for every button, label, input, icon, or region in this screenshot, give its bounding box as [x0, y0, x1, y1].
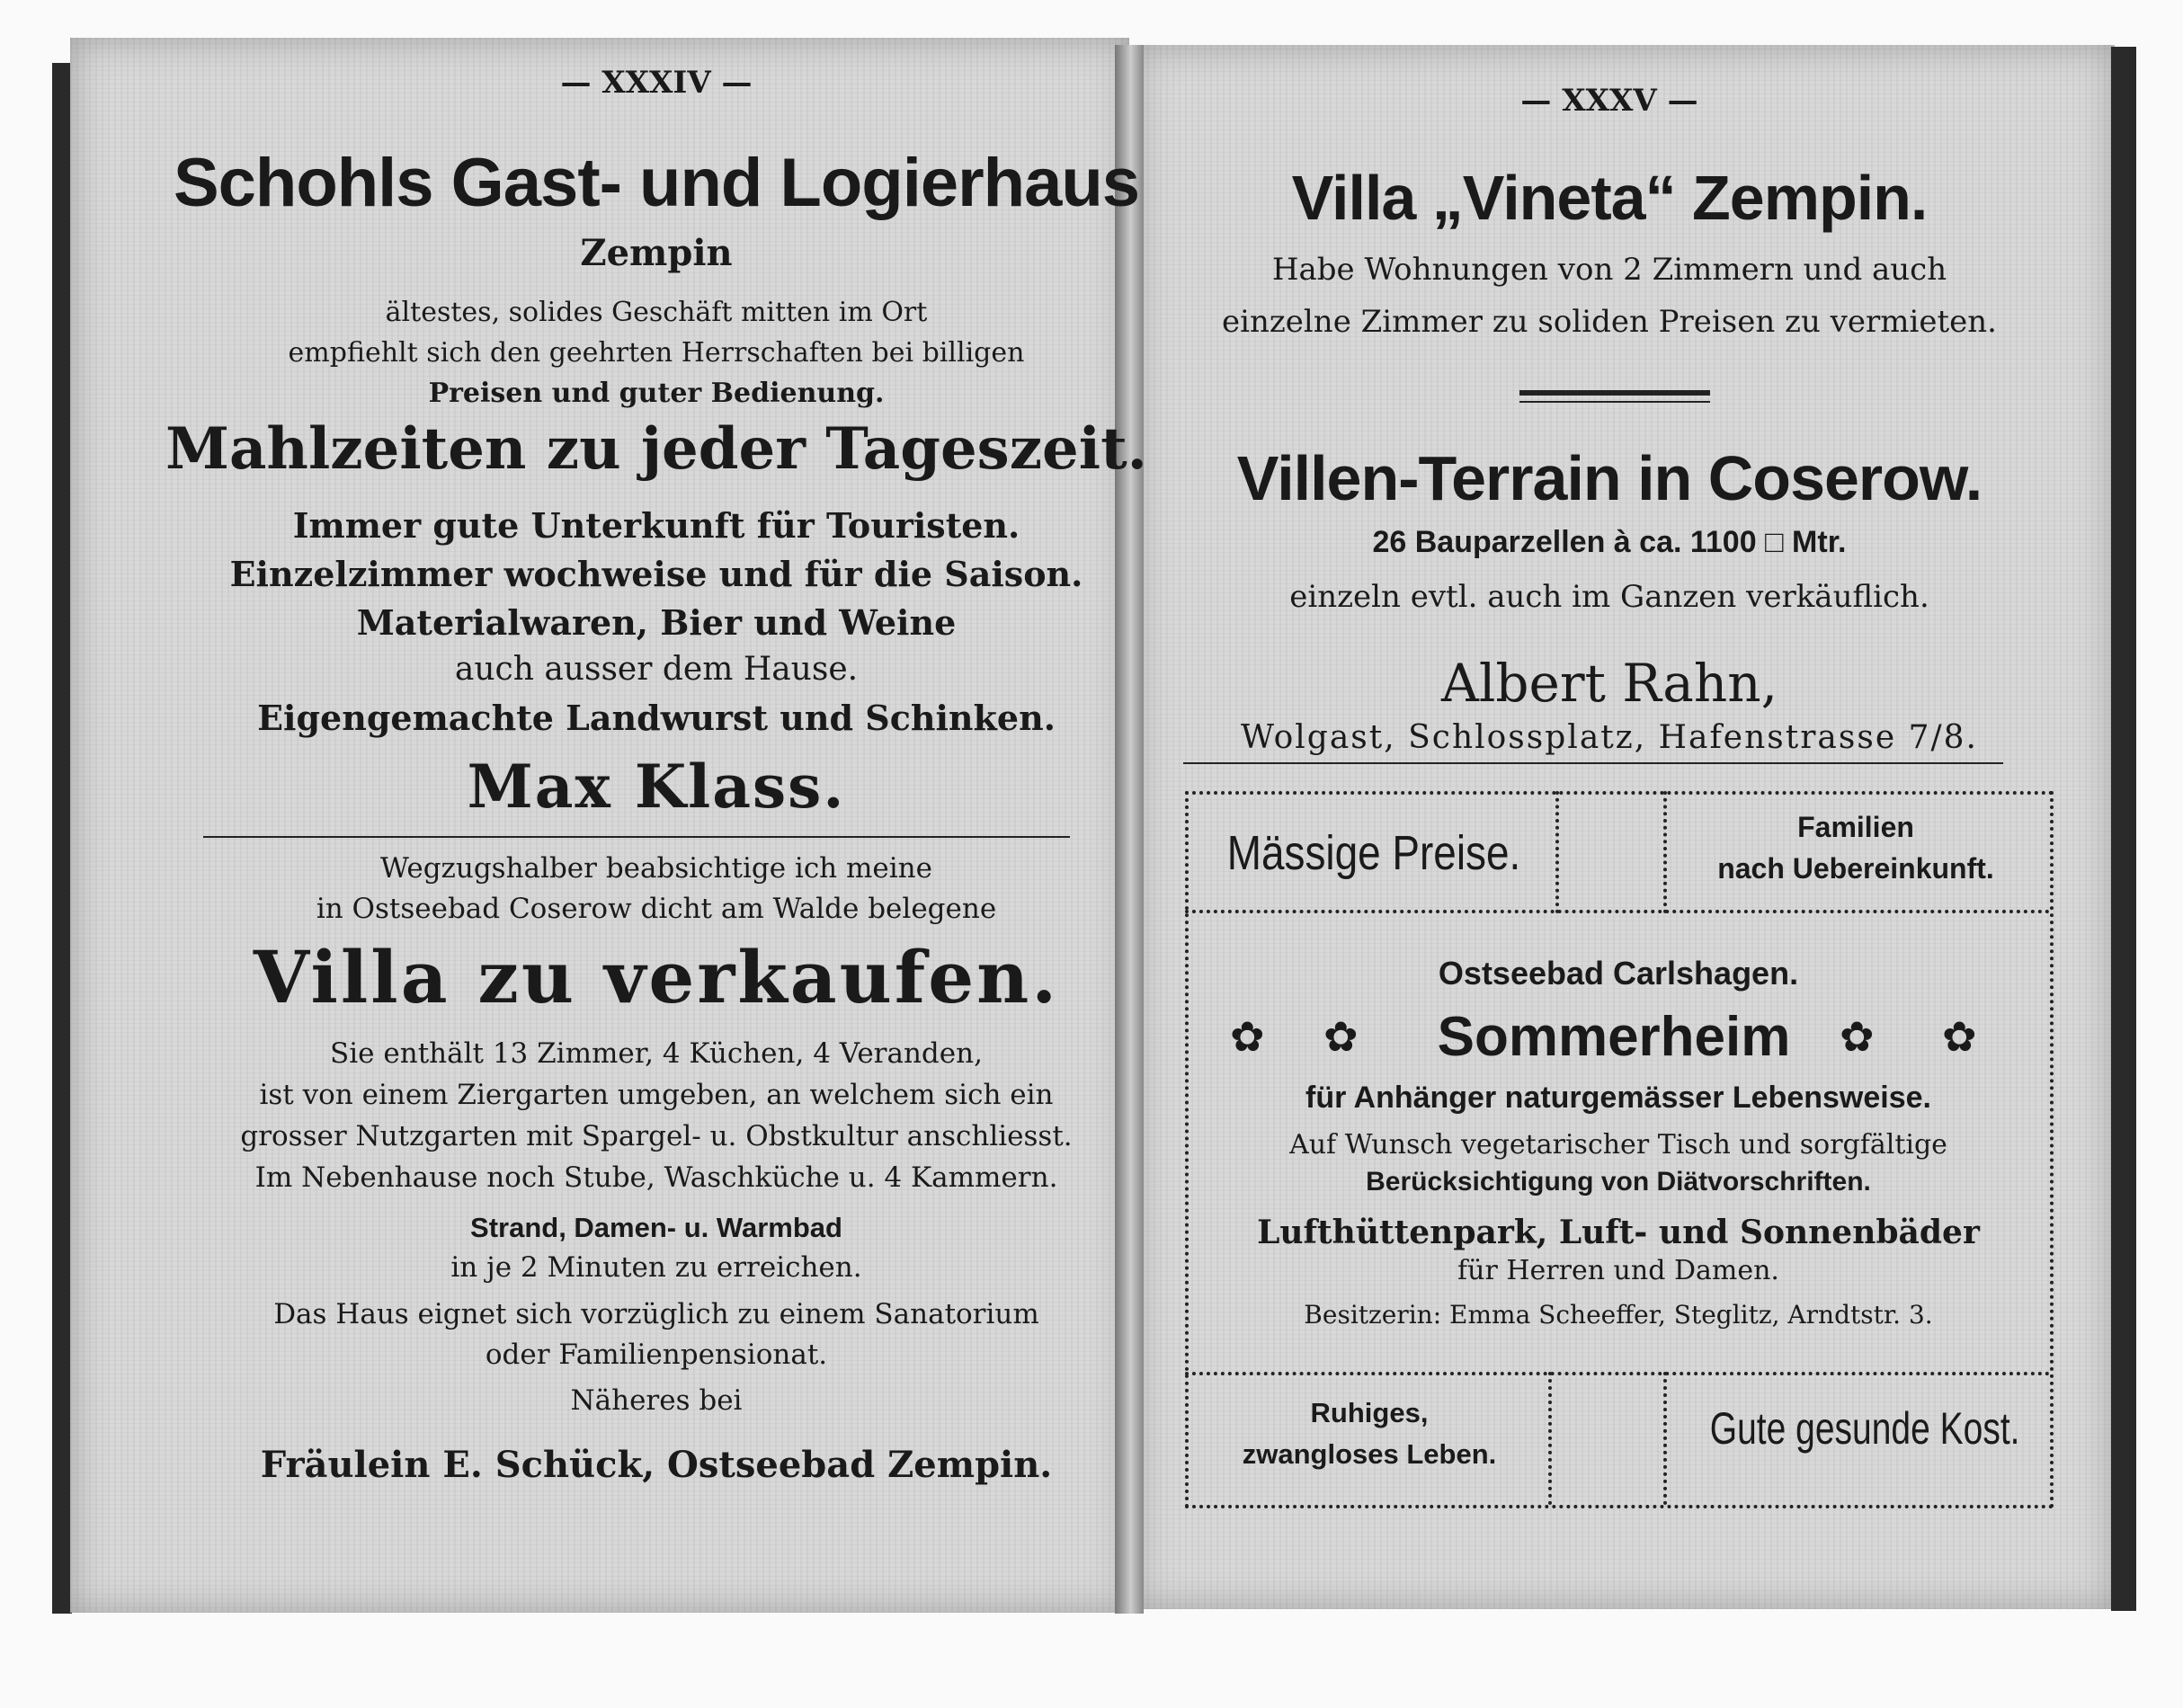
ad-terrain-address: Wolgast, Schlossplatz, Hafenstrasse 7/8. [1241, 719, 1978, 756]
right-book-edge [2111, 47, 2136, 1611]
ad-villa-detail6: in je 2 Minuten zu erreichen. [450, 1251, 862, 1284]
ad-vineta-title: Villa „Vineta“ Zempin. [1291, 163, 1928, 233]
flower-ornament-icon: ✿ [1230, 1012, 1265, 1061]
ad-schohls-title: Schohls Gast- und Logierhaus [173, 145, 1140, 221]
ad-sommerheim-line2: Berücksichtigung von Diätvorschriften. [1366, 1167, 1871, 1196]
ad-villa-detail4: Im Nebenhause noch Stube, Waschküche u. 4 Kammern. [254, 1161, 1058, 1194]
corner-families-1: Familien [1797, 811, 1914, 843]
ad-sommerheim-line1: Auf Wunsch vegetarischer Tisch und sorgfältige [1289, 1129, 1947, 1161]
frame-divider-top-left [1555, 791, 1559, 913]
ad-villa-detail2: ist von einem Ziergarten umgeben, an welchem sich ein [259, 1079, 1054, 1111]
ad-schohls-feature3: Materialwaren, Bier und Weine [356, 602, 957, 643]
ad-schohls-place: Zempin [580, 232, 733, 274]
ad-schohls-feature4: auch ausser dem Hause. [454, 651, 859, 688]
ad-terrain-line2: einzeln evtl. auch im Ganzen verkäuflich. [1289, 579, 1929, 615]
ad-sommerheim-title: Sommerheim [1437, 1006, 1791, 1068]
ad-villa-detail5: Strand, Damen- u. Warmbad [470, 1212, 842, 1243]
ad-schohls-feature2: Einzelzimmer wochweise und für die Saison. [229, 554, 1083, 594]
book-gutter [1115, 45, 1144, 1614]
left-book-edge [52, 63, 72, 1614]
ad-villa-contact: Fräulein E. Schück, Ostseebad Zempin. [260, 1444, 1053, 1486]
ad-terrain-title: Villen-Terrain in Coserow. [1236, 443, 1983, 513]
ad-villa-headline: Villa zu verkaufen. [253, 935, 1060, 1019]
corner-good-food: Gute gesunde Kost. [1709, 1403, 2020, 1454]
ad-villa-intro1: Wegzugshalber beabsichtige ich meine [380, 852, 932, 885]
left-divider [203, 836, 1070, 838]
ad-schohls-line2: empfiehlt sich den geehrten Herrschaften bei billigen [288, 337, 1025, 369]
ad-villa-detail3: grosser Nutzgarten mit Spargel- u. Obstkultur anschliesst. [240, 1120, 1073, 1152]
corner-price: Mässige Preise. [1226, 826, 1521, 880]
right-divider-thick [1519, 390, 1710, 396]
corner-families-2: nach Uebereinkunft. [1717, 852, 1994, 885]
ad-villa-detail9: Näheres bei [570, 1384, 743, 1417]
ad-schohls-line1: ältestes, solides Geschäft mitten im Ort [385, 297, 928, 328]
ad-schohls-line3: Preisen und guter Bedienung. [428, 378, 885, 409]
right-divider-thin [1519, 401, 1710, 403]
frame-rule-bottom [1185, 1372, 2050, 1375]
flower-ornament-icon: ✿ [1840, 1012, 1875, 1061]
corner-quiet-1: Ruhiges, [1310, 1397, 1429, 1428]
ad-sommerheim-subtitle: für Anhänger naturgemässer Lebensweise. [1305, 1081, 1931, 1115]
corner-quiet-2: zwangloses Leben. [1242, 1438, 1497, 1470]
flower-ornament-icon: ✿ [1323, 1012, 1359, 1061]
ad-sommerheim-line3: Lufthüttenpark, Luft- und Sonnenbäder [1257, 1214, 1980, 1251]
right-divider-2 [1183, 762, 2003, 764]
right-page-number: — XXXV — [1520, 83, 1698, 119]
ad-schohls-feature1: Immer gute Unterkunft für Touristen. [292, 505, 1020, 546]
ad-terrain-name: Albert Rahn, [1440, 653, 1778, 714]
ad-villa-intro2: in Ostseebad Coserow dicht am Walde belegene [316, 893, 997, 925]
ad-schohls-owner: Max Klass. [467, 752, 846, 822]
ad-sommerheim-line4: für Herren und Damen. [1457, 1255, 1779, 1286]
ad-vineta-line2: einzelne Zimmer zu soliden Preisen zu vermieten. [1222, 304, 1997, 340]
ad-terrain-line1: 26 Bauparzellen à ca. 1100 □ Mtr. [1372, 525, 1847, 559]
frame-divider-bottom-right [1663, 1372, 1667, 1505]
ad-schohls-feature5: Eigengemachte Landwurst und Schinken. [257, 698, 1056, 738]
ad-villa-detail7: Das Haus eignet sich vorzüglich zu einem Sanatorium [273, 1298, 1039, 1330]
ad-sommerheim-place: Ostseebad Carlshagen. [1438, 955, 1799, 992]
ad-vineta-line1: Habe Wohnungen von 2 Zimmern und auch [1271, 252, 1947, 288]
frame-rule-top [1185, 910, 2050, 913]
ad-schohls-headline: Mahlzeiten zu jeder Tageszeit. [165, 415, 1147, 483]
flower-ornament-icon: ✿ [1942, 1012, 1977, 1061]
frame-divider-top-right [1663, 791, 1667, 913]
ad-villa-detail1: Sie enthält 13 Zimmer, 4 Küchen, 4 Veranden, [330, 1037, 983, 1070]
ad-sommerheim-owner: Besitzerin: Emma Scheeffer, Steglitz, Arndtstr. 3. [1304, 1300, 1933, 1330]
left-page-number: — XXXIV — [560, 65, 753, 101]
ad-villa-detail8: oder Familienpensionat. [485, 1339, 828, 1371]
frame-divider-bottom-left [1548, 1372, 1552, 1505]
